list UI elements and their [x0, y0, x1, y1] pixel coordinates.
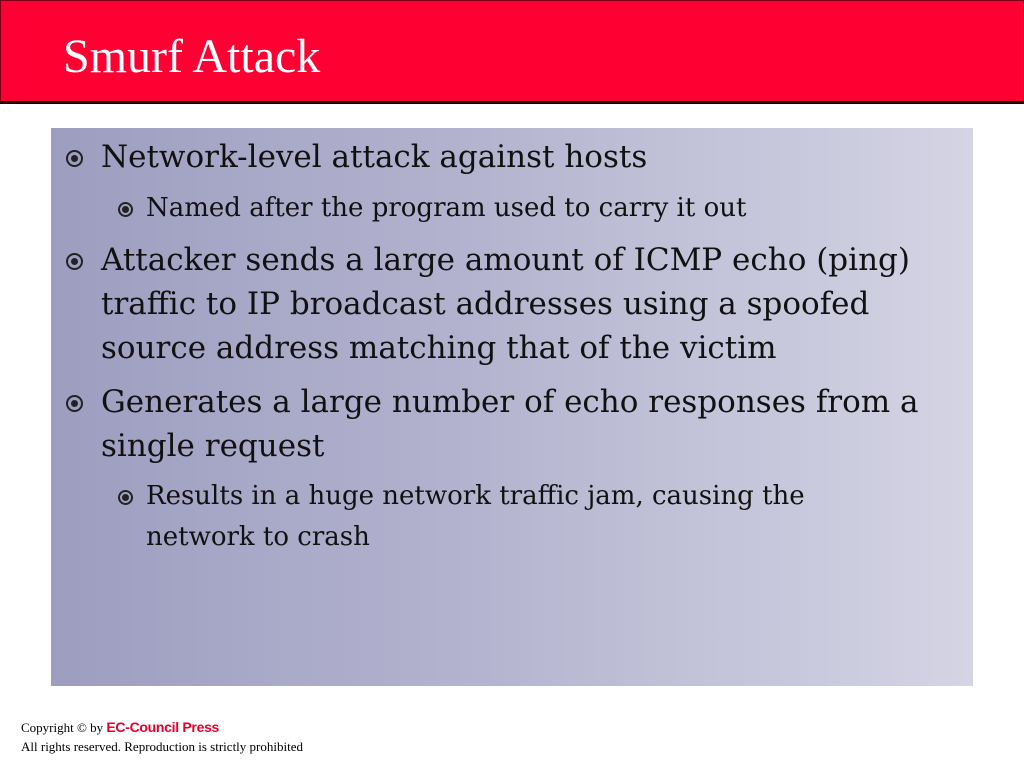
footer	[21, 718, 303, 756]
sub-bullet-item	[116, 188, 916, 229]
circled-dot-bullet-icon	[64, 238, 84, 282]
slide-title: Smurf Attack	[63, 30, 321, 83]
bullet-item	[64, 135, 944, 179]
bullet-item	[64, 238, 944, 370]
bullet-text: Generates a large number of echo responses from a single request	[101, 384, 919, 464]
sub-bullet-text: Results in a huge network traffic jam, causing the network to crash	[146, 481, 805, 552]
title-bar	[0, 0, 1024, 104]
bullet-item	[64, 380, 944, 468]
publisher-name: EC-Council Press	[106, 719, 220, 735]
bullet-text: Attacker sends a large amount of ICMP echo (ping) traffic to IP broadcast addresses using a spoofed source address matching that of the victim	[101, 242, 910, 366]
circled-dot-bullet-icon	[64, 135, 84, 179]
circled-dot-bullet-icon	[116, 188, 134, 229]
copyright-line	[21, 718, 303, 737]
circled-dot-bullet-icon	[64, 380, 84, 424]
sub-bullet-item	[116, 476, 916, 558]
copyright-prefix: Copyright © by	[21, 720, 104, 735]
circled-dot-bullet-icon	[116, 476, 134, 517]
bullet-text: Network-level attack against hosts	[101, 139, 648, 175]
rights-notice: All rights reserved. Reproduction is strictly prohibited	[21, 739, 303, 754]
sub-bullet-text: Named after the program used to carry it out	[146, 193, 747, 223]
